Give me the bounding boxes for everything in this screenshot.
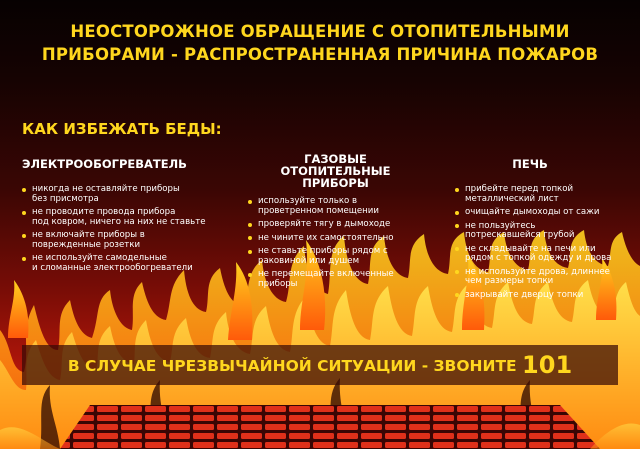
- tips-list: [455, 185, 630, 300]
- bullet-icon: [248, 200, 252, 204]
- list-item: не чините их самостоятельно: [248, 234, 433, 244]
- list-item: закрывайте дверцу топки: [455, 291, 630, 301]
- list-item: прибейте перед топкой металлический лист: [455, 185, 630, 204]
- list-item: проверяйте тягу в дымоходе: [248, 220, 433, 230]
- list-item: не перемещайте включенные приборы: [248, 270, 433, 289]
- emergency-phone-number: 101: [522, 351, 573, 379]
- emergency-message: В СЛУЧАЕ ЧРЕЗВЫЧАЙНОЙ СИТУАЦИИ - ЗВОНИТЕ: [67, 357, 523, 375]
- list-item: не включайте приборы в поврежденные розетки: [22, 231, 222, 250]
- list-item: не проводите провода прибора под ковром, ничего на них не ставьте: [22, 208, 222, 227]
- column-stove: [455, 158, 630, 304]
- column-heading: ЭЛЕКТРООБОГРЕВАТЕЛЬ: [22, 157, 187, 171]
- bullet-icon: [455, 224, 459, 228]
- list-item: не используйте самодельные и сломанные электрообогреватели: [22, 254, 222, 273]
- list-item: не используйте дрова, длиннее чем размеры топки: [455, 268, 630, 287]
- section-subtitle: КАК ИЗБЕЖАТЬ БЕДЫ:: [22, 120, 222, 138]
- grill-grate: [60, 405, 600, 449]
- poster-title-line-2: ПРИБОРАМИ - РАСПРОСТРАНЕННАЯ ПРИЧИНА ПОЖАРОВ: [41, 45, 599, 64]
- column-gas-heaters: [248, 153, 433, 293]
- flame-front-far-left: [8, 280, 28, 338]
- bullet-icon: [22, 211, 26, 215]
- bullet-icon: [455, 247, 459, 251]
- poster-title-line-1: НЕОСТОРОЖНОЕ ОБРАЩЕНИЕ С ОТОПИТЕЛЬНЫМИ: [70, 22, 570, 41]
- bullet-icon: [248, 236, 252, 240]
- bullet-icon: [248, 250, 252, 254]
- poster-title: [0, 20, 640, 66]
- list-item: никогда не оставляйте приборы без присмотра: [22, 185, 222, 204]
- list-item: очищайте дымоходы от сажи: [455, 208, 630, 218]
- column-heading: ГАЗОВЫЕ ОТОПИТЕЛЬНЫЕ ПРИБОРЫ: [280, 152, 391, 190]
- column-heading: ПЕЧЬ: [512, 157, 548, 171]
- list-item: используйте только в проветренном помещении: [248, 197, 433, 216]
- bullet-icon: [455, 293, 459, 297]
- column-electric-heater: [22, 158, 222, 277]
- bullet-icon: [248, 273, 252, 277]
- list-item: не складывайте на печи или рядом с топкой одежду и дрова: [455, 245, 630, 264]
- bullet-icon: [248, 223, 252, 227]
- bullet-icon: [455, 270, 459, 274]
- list-item: не пользуйтесь потрескавшейся грубой: [455, 222, 630, 241]
- bullet-icon: [455, 188, 459, 192]
- tips-list: [248, 197, 433, 289]
- bullet-icon: [22, 234, 26, 238]
- list-item: не ставьте приборы рядом с раковиной или душем: [248, 247, 433, 266]
- emergency-banner: [22, 345, 618, 385]
- bullet-icon: [455, 211, 459, 215]
- tips-list: [22, 185, 222, 273]
- bullet-icon: [22, 257, 26, 261]
- emergency-banner-text: [22, 345, 618, 385]
- bullet-icon: [22, 188, 26, 192]
